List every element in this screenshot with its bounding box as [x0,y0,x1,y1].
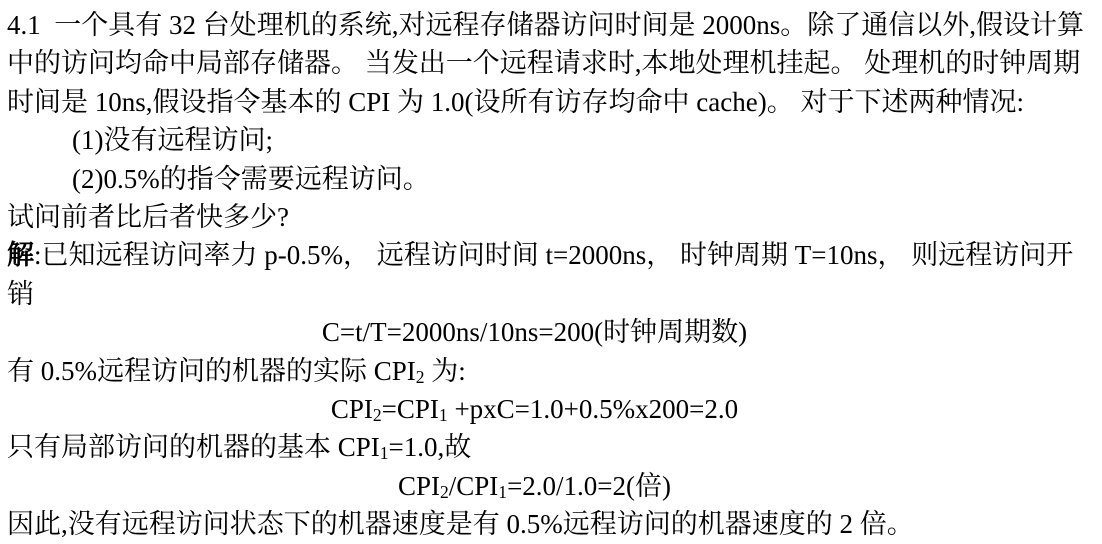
cpi1-line-seg: 1 [379,443,389,464]
cpi2-intro-line-seg: 为: [424,355,466,386]
solution-intro-line [7,236,1094,313]
formula-cpi2-seg: 1 [438,405,448,426]
cpi2-intro-line-seg: 有 0.5%远程访问的机器的实际 CPI [7,355,416,386]
problem-statement-line-2-seg: 中的访问均命中局部存储器。 当发出一个远程请求时,本地处理机挂起。 处理机的时钟周期 [7,48,1081,79]
problem-statement-line-1-seg: 4.1 一个具有 32 台处理机的系统,对远程存储器访问时间是 2000ns。除了通信以外,假设计算 [7,10,1085,40]
formula-ratio [7,467,1094,505]
cpi1-line-seg: =1.0,故 [388,432,472,463]
question-line-seg: 试问前者比后者快多少? [7,202,289,233]
solution-intro-line-seg: :已知远程访问率力 p-0.5%， 远程访问时间 t=2000ns， 时钟周期 T=10ns， 则远程访问开销 [7,240,1074,309]
condition-2-seg: (2)0.5%的指令需要远程访问。 [72,163,430,194]
formula-ratio-seg: /CPI [448,470,499,501]
formula-overhead-seg: C=t/T=2000ns/10ns=200(时钟周期数) [321,317,748,348]
conclusion-line [7,505,1094,543]
cpi1-line-seg: 只有局部访问的机器的基本 CPI [7,432,380,463]
formula-ratio-seg: CPI [397,470,440,501]
formula-cpi2-seg: 2 [372,405,382,426]
question-line [7,198,1094,236]
condition-1 [7,121,1094,159]
problem-statement-line-2 [7,44,1094,82]
cpi2-intro-line [7,352,1094,390]
formula-ratio-seg: =2.0/1.0=2(倍) [507,470,672,501]
formula-cpi2-seg: +pxC=1.0+0.5%x200=2.0 [447,394,739,425]
formula-cpi2 [7,390,1094,428]
conclusion-line-seg: 因此,没有远程访问状态下的机器速度是有 0.5%远程访问的机器速度的 2 倍。 [7,509,914,540]
cpi2-intro-line-seg: 2 [415,366,425,387]
problem-statement-line-1 [7,6,1094,44]
problem-statement-line-3 [7,83,1094,121]
condition-2 [7,160,1094,198]
formula-overhead [7,313,1094,351]
condition-1-seg: (1)没有远程访问; [72,125,273,156]
formula-ratio-seg: 1 [498,482,508,503]
formula-cpi2-seg: CPI [330,394,373,425]
problem-statement-line-3-seg: 时间是 10ns,假设指令基本的 CPI 为 1.0(设所有访存均命中 cache)。 对于下述两种情况: [7,86,1024,117]
solution-intro-line-seg: 解 [7,240,34,271]
cpi1-line [7,428,1094,466]
formula-ratio-seg: 2 [440,482,449,503]
formula-cpi2-seg: =CPI [381,394,439,425]
